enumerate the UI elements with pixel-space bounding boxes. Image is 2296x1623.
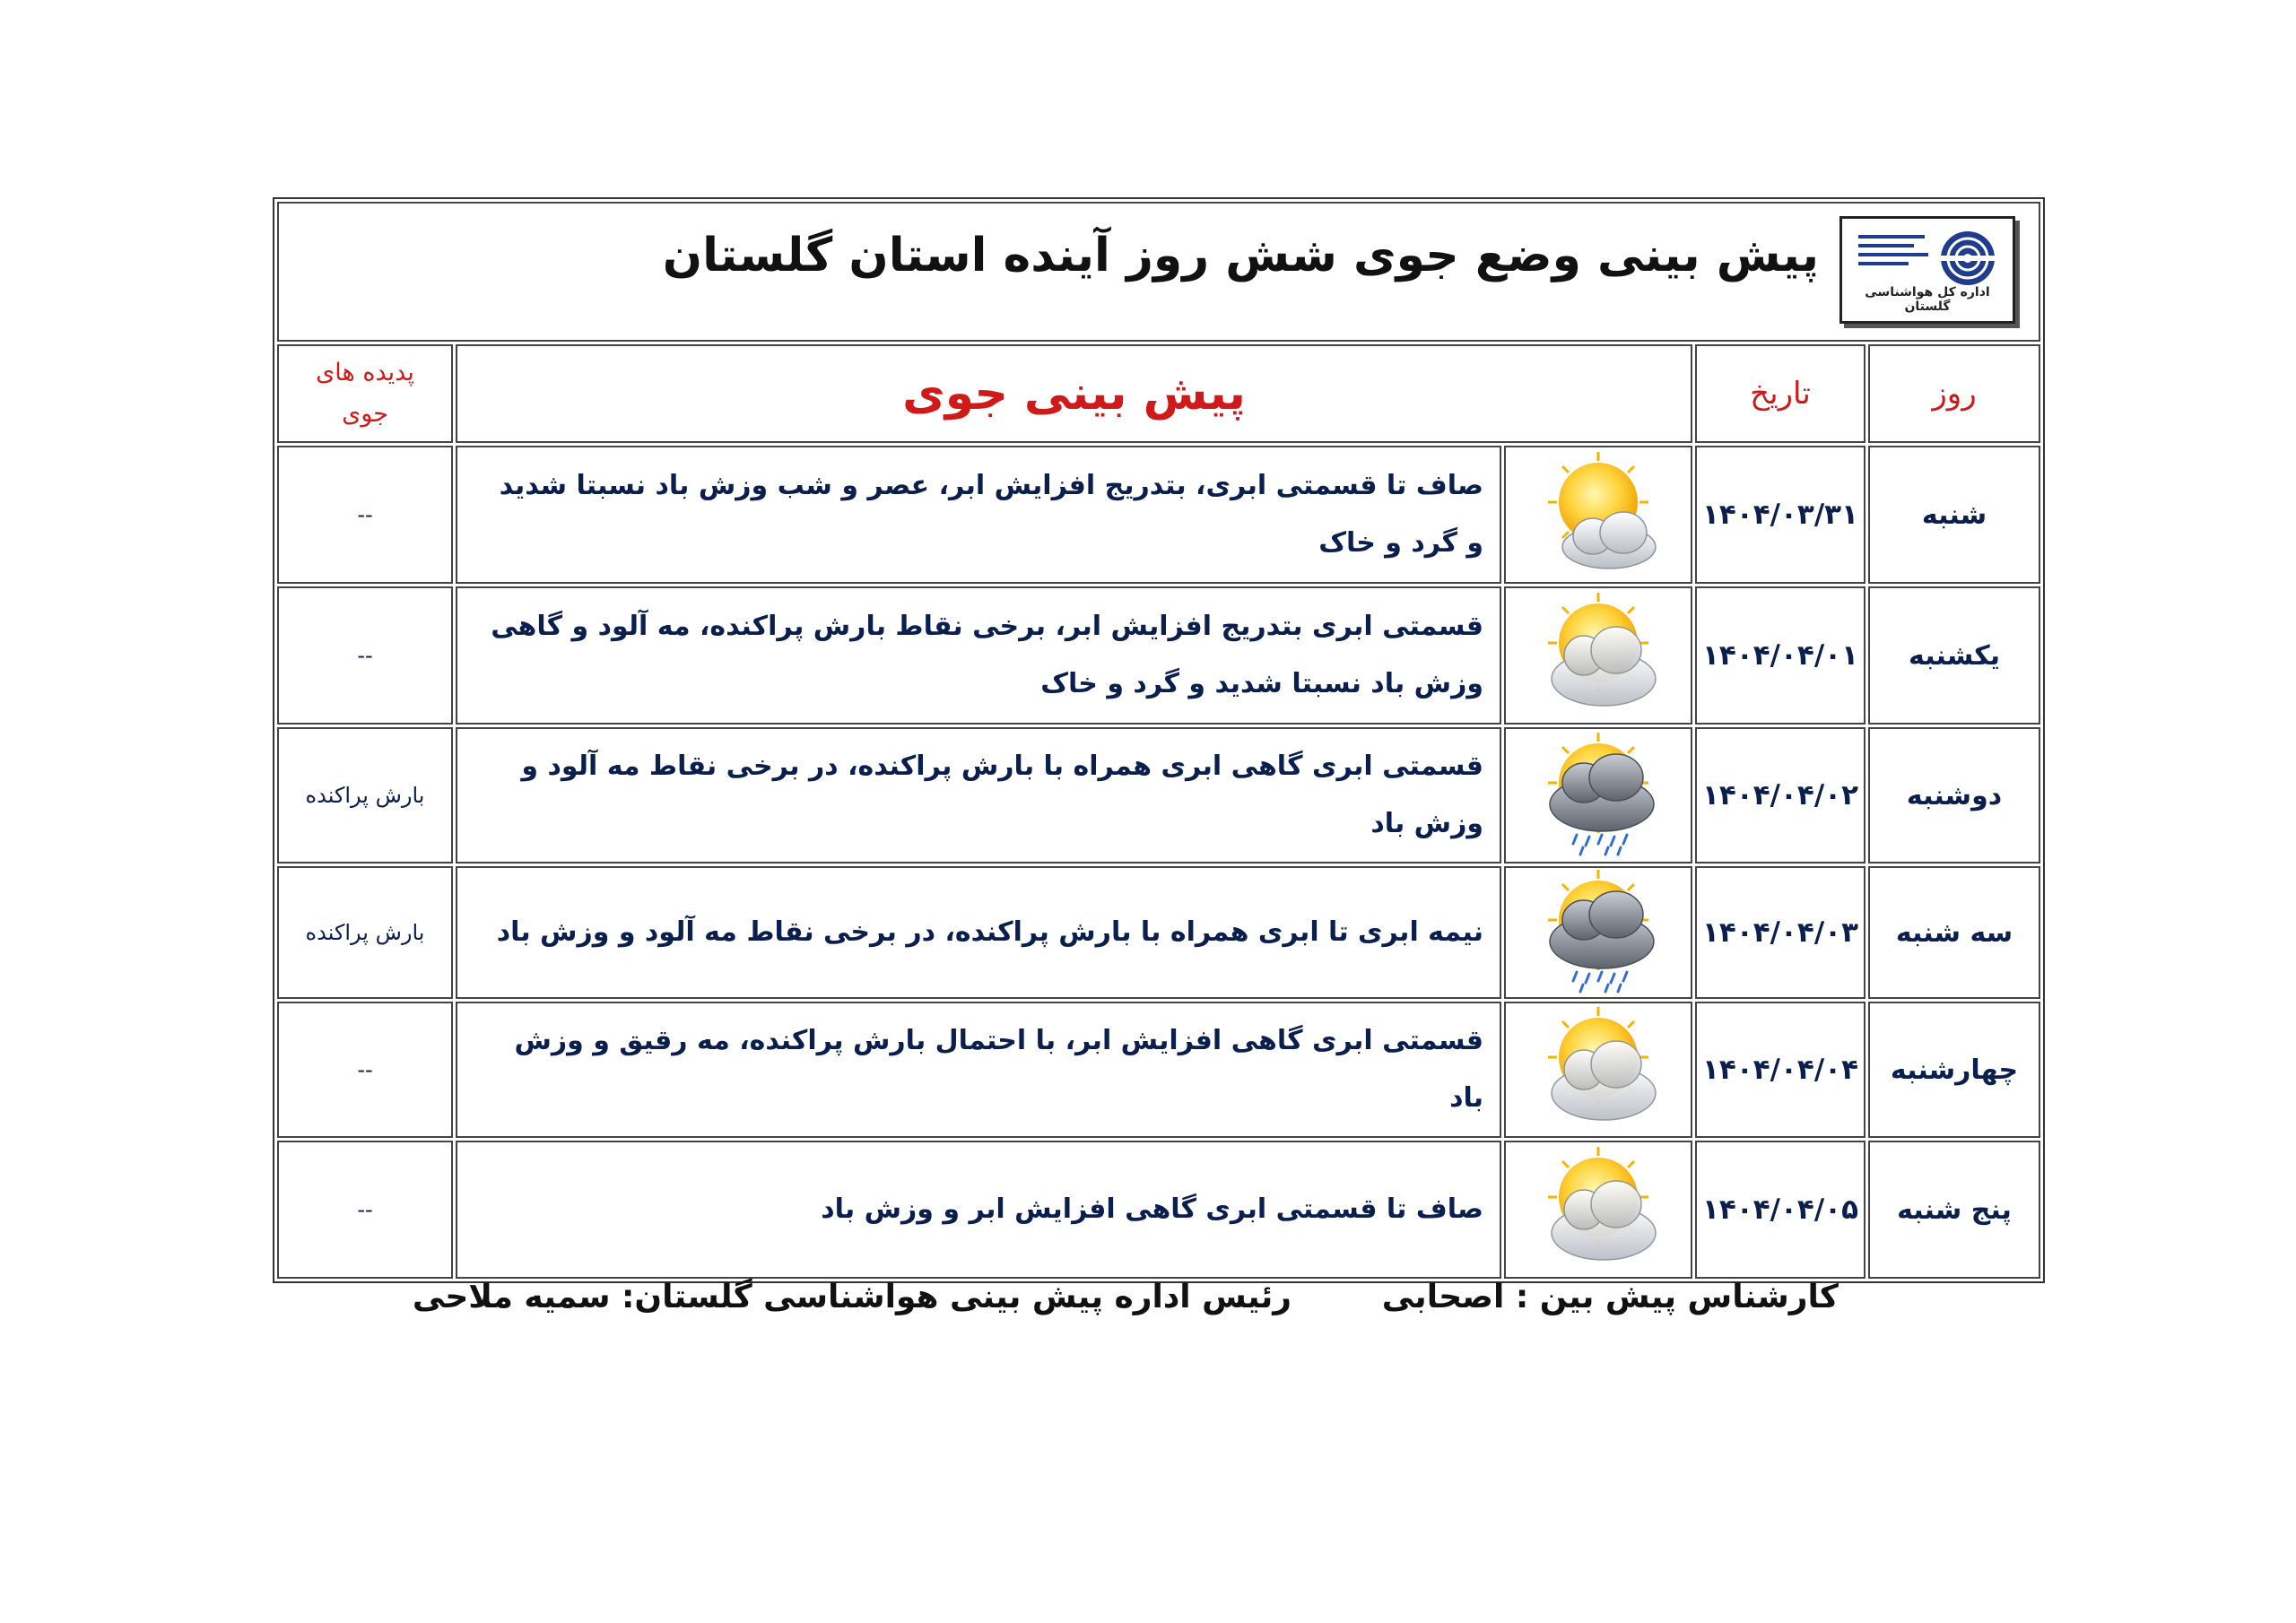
phenomena-cell: -- [277, 446, 453, 584]
weather-icon-cell [1504, 866, 1692, 999]
col-header-phenomena: پدیده های جوی [277, 344, 453, 443]
forecast-row [277, 586, 2040, 725]
partly-cloudy-icon [1531, 591, 1665, 716]
date-cell: ۱۴۰۴/۰۴/۰۱ [1695, 586, 1866, 725]
day-cell: یکشنبه [1868, 586, 2040, 725]
weather-icon-cell [1504, 586, 1692, 725]
weather-icon-cell [1504, 446, 1692, 584]
forecast-text: قسمتی ابری گاهی ابری همراه با بارش پراکنده، در برخی نقاط مه آلود و وزش باد [456, 727, 1501, 864]
col-header-forecast: پیش بینی جوی [456, 344, 1692, 443]
logo-caption: اداره کل هواشناسی گلستان [1865, 285, 1990, 314]
rain-cloud-icon [1531, 868, 1665, 994]
forecast-text: صاف تا قسمتی ابری گاهی افزایش ابر و وزش باد [456, 1141, 1501, 1279]
forecast-document [287, 197, 2045, 1315]
rain-cloud-icon [1531, 731, 1665, 856]
weather-icon-cell [1504, 1002, 1692, 1138]
page-title: پیش بینی وضع جوی شش روز آینده استان گلستان [662, 229, 1819, 282]
forecaster-name: کارشناس پیش بین : اصحابی [1381, 1279, 1839, 1315]
date-cell: ۱۴۰۴/۰۴/۰۴ [1695, 1002, 1866, 1138]
forecast-row [277, 1141, 2040, 1279]
meteorological-logo [1839, 216, 2015, 324]
forecast-text: قسمتی ابری گاهی افزایش ابر، با احتمال بارش پراکنده، مه رقیق و وزش باد [456, 1002, 1501, 1138]
forecast-table [273, 197, 2045, 1283]
phenomena-cell: -- [277, 1141, 453, 1279]
forecast-text: صاف تا قسمتی ابری، بتدریج افزایش ابر، عصر و شب وزش باد نسبتا شدید و گرد و خاک [456, 446, 1501, 584]
col-header-date: تاریخ [1695, 344, 1866, 443]
head-of-forecasting: رئیس اداره پیش بینی هواشناسی گلستان: سمیه ملاحی [412, 1279, 1292, 1315]
phenomena-cell: بارش پراکنده [277, 866, 453, 999]
col-header-day: روز [1868, 344, 2040, 443]
forecast-row [277, 446, 2040, 584]
weather-icon-cell [1504, 1141, 1692, 1279]
date-cell: ۱۴۰۴/۰۴/۰۵ [1695, 1141, 1866, 1279]
phenomena-cell: -- [277, 1002, 453, 1138]
phenomena-cell: -- [277, 586, 453, 725]
day-cell: شنبه [1868, 446, 2040, 584]
partly-cloudy-icon [1531, 1145, 1665, 1271]
day-cell: چهارشنبه [1868, 1002, 2040, 1138]
phenomena-cell: بارش پراکنده [277, 727, 453, 864]
forecast-row [277, 866, 2040, 999]
title-cell [277, 202, 2040, 342]
date-cell: ۱۴۰۴/۰۳/۳۱ [1695, 446, 1866, 584]
forecast-row [277, 1002, 2040, 1138]
sun-cloud-icon [1531, 450, 1665, 576]
weather-icon-cell [1504, 727, 1692, 864]
forecast-text: نیمه ابری تا ابری همراه با بارش پراکنده، در برخی نقاط مه آلود و وزش باد [456, 866, 1501, 999]
partly-cloudy-icon [1531, 1005, 1665, 1131]
forecast-row [277, 727, 2040, 864]
day-cell: سه شنبه [1868, 866, 2040, 999]
date-cell: ۱۴۰۴/۰۴/۰۳ [1695, 866, 1866, 999]
forecast-text: قسمتی ابری بتدریج افزایش ابر، برخی نقاط بارش پراکنده، مه آلود و گاهی وزش باد نسبتا شدید و گرد و خاک [456, 586, 1501, 725]
day-cell: پنج شنبه [1868, 1141, 2040, 1279]
day-cell: دوشنبه [1868, 727, 2040, 864]
header-row [277, 344, 2040, 443]
date-cell: ۱۴۰۴/۰۴/۰۲ [1695, 727, 1866, 864]
